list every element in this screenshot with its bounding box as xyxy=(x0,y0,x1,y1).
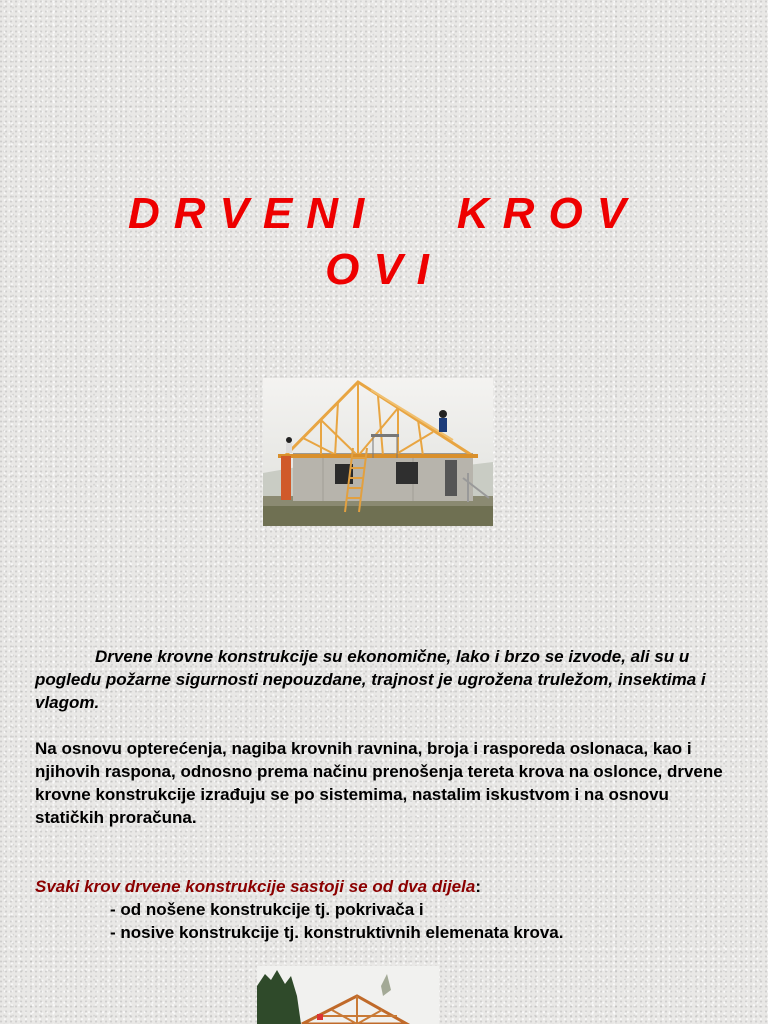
house-construction-photo xyxy=(263,378,493,526)
roof-part-item: - od nošene konstrukcije tj. pokrivača i xyxy=(110,900,424,919)
intro-paragraph-text: Drvene krovne konstrukcije su ekonomične, lako i brzo se izvode, ali su u pogledu požarne sigurnosti nepouzdane, trajnost je ugrožena truležom, insektima i vlagom. xyxy=(35,647,706,712)
document-title-line-1: DRVENI KROV xyxy=(127,189,641,238)
roof-parts-lead: Svaki krov drvene konstrukcije sastoji se od dva dijela xyxy=(35,877,476,896)
roof-frame-photo xyxy=(257,966,439,1024)
roof-parts-paragraph xyxy=(35,875,735,944)
document-title-line-2: OVI xyxy=(325,245,443,294)
systems-paragraph: Na osnovu opterećenja, nagiba krovnih ravnina, broja i rasporeda oslonaca, kao i njihovih raspona, odnosno prema načinu prenošenja tereta krova na oslonce, drvene krovne konstrukcije izrađuju se po sistemima, nastalim iskustvom i na osnovu statičkih proračuna. xyxy=(35,739,723,827)
roof-parts-colon: : xyxy=(475,877,481,896)
intro-paragraph xyxy=(35,645,735,714)
roof-part-item: - nosive konstrukcije tj. konstruktivnih elemenata krova. xyxy=(110,923,564,942)
